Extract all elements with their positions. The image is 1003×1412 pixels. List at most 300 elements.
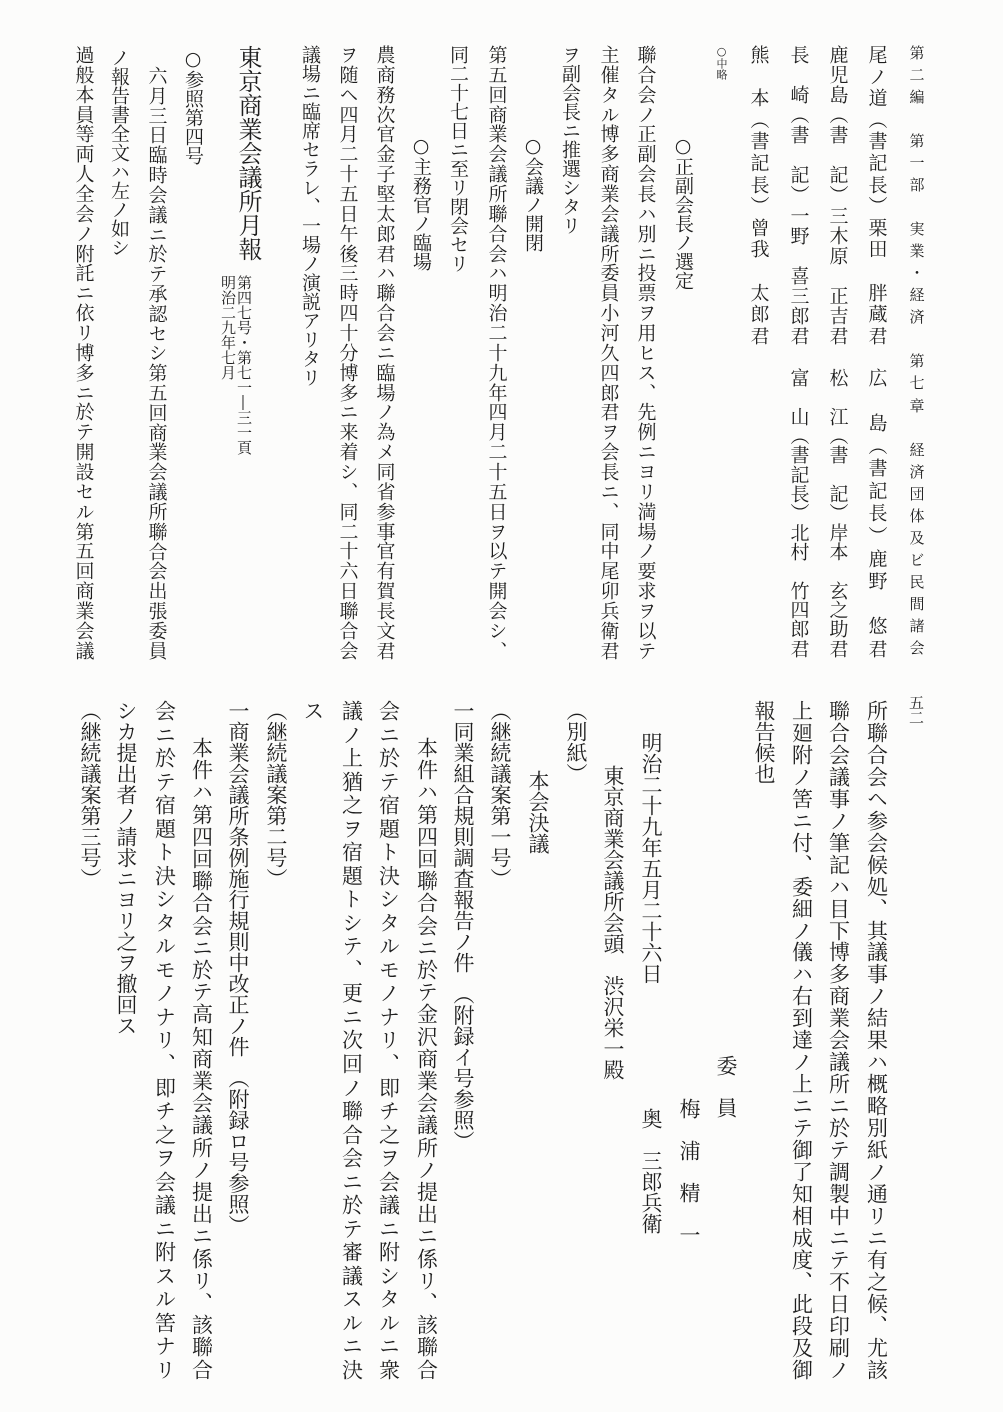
glyph: （ xyxy=(787,426,810,446)
glyph: 会 xyxy=(414,1092,439,1114)
glyph: 君 xyxy=(865,638,888,658)
glyph: 先 xyxy=(634,402,657,422)
glyph: 略 xyxy=(864,1095,889,1117)
glyph: 合 xyxy=(145,541,168,561)
bill-body-line xyxy=(373,700,403,1380)
glyph: 、 xyxy=(864,1314,889,1336)
glyph: 第 xyxy=(414,803,439,825)
report-addressee: 東京商業会議所会頭 渋沢栄一殿 xyxy=(601,765,625,1080)
glyph: 会 xyxy=(373,323,396,343)
glyph: ・ xyxy=(907,265,926,281)
glyph: テ xyxy=(826,1139,851,1161)
glyph: 員 xyxy=(72,104,95,124)
glyph: ナ xyxy=(152,1335,177,1357)
glyph: 議 xyxy=(189,1114,214,1136)
glyph: 聯 xyxy=(826,700,851,721)
glyph: 君 xyxy=(826,325,849,345)
glyph: 宿 xyxy=(339,841,364,863)
glyph: 二 xyxy=(336,521,359,541)
glyph: 不 xyxy=(826,1270,851,1292)
glyph: モ xyxy=(376,958,401,980)
glyph: 多 xyxy=(72,362,95,382)
glyph: （ xyxy=(747,109,770,129)
glyph: 本 xyxy=(747,88,770,108)
glyph: 第 xyxy=(145,363,168,383)
glyph: モ xyxy=(152,958,177,980)
glyph: 道 xyxy=(865,88,888,108)
glyph: 諸 xyxy=(907,617,926,633)
glyph: 聯 xyxy=(373,283,396,303)
glyph: 太 xyxy=(747,282,770,302)
glyph: 以 xyxy=(485,541,508,561)
glyph: 該 xyxy=(189,1314,214,1336)
glyph: 目 xyxy=(826,897,851,919)
glyph: 多 xyxy=(336,382,359,402)
glyph: 玄 xyxy=(826,580,849,600)
glyph: ノ xyxy=(826,809,851,831)
report-line: 報告候也 xyxy=(752,700,776,784)
glyph: 五 xyxy=(72,541,95,561)
glyph: ニ xyxy=(789,1095,814,1117)
glyph: 記 xyxy=(865,480,888,500)
glyph: 太 xyxy=(373,203,396,223)
glyph: 提 xyxy=(414,1181,439,1203)
glyph: 、 xyxy=(634,382,657,402)
glyph: 紙 xyxy=(864,1139,889,1161)
glyph: （ xyxy=(826,105,849,125)
glyph: 於 xyxy=(339,1194,364,1216)
glyph: ス xyxy=(634,362,657,382)
glyph: 提 xyxy=(189,1181,214,1203)
glyph: ニ xyxy=(339,1170,364,1192)
glyph: 金 xyxy=(373,144,396,164)
glyph: 聯 xyxy=(189,870,214,892)
glyph: 審 xyxy=(339,1241,364,1263)
glyph xyxy=(828,387,847,406)
glyph: ニ xyxy=(189,936,214,958)
glyph: 係 xyxy=(189,1247,214,1269)
glyph: 達 xyxy=(789,1029,814,1051)
glyph: 曾 xyxy=(747,217,770,237)
body-line xyxy=(593,45,623,660)
glyph: 島 xyxy=(865,413,888,433)
glyph: 一 xyxy=(907,155,926,171)
glyph: ヲ xyxy=(339,817,364,839)
glyph: ヲ xyxy=(152,1147,177,1169)
committee-member: 梅 浦 精 一 xyxy=(677,1098,701,1245)
glyph: 度 xyxy=(789,1248,814,1270)
glyph: ノ xyxy=(864,1161,889,1183)
glyph: 本 xyxy=(189,737,214,758)
glyph: 書 xyxy=(787,125,810,145)
glyph: 午 xyxy=(336,223,359,243)
glyph: 、 xyxy=(339,958,364,980)
committee-member: 奥 三郎兵衛 xyxy=(639,1108,663,1234)
glyph: 七 xyxy=(907,375,926,391)
glyph: 村 xyxy=(787,542,810,562)
glyph: 通 xyxy=(864,1182,889,1204)
glyph: 治 xyxy=(485,303,508,323)
glyph: ビ xyxy=(907,551,926,567)
omission-mark: ○中略 xyxy=(715,45,728,80)
attendee-entry xyxy=(783,45,813,345)
glyph: 会 xyxy=(907,639,926,655)
glyph: 副 xyxy=(634,144,657,164)
glyph: 書 xyxy=(865,458,888,478)
glyph: ノ xyxy=(373,402,396,422)
glyph: 木 xyxy=(826,225,849,245)
glyph: ノ xyxy=(339,1076,364,1098)
glyph: 御 xyxy=(789,1139,814,1161)
glyph: セ xyxy=(145,323,168,343)
glyph: 十 xyxy=(485,342,508,362)
glyph: 処 xyxy=(864,875,889,897)
glyph: 於 xyxy=(152,747,177,769)
glyph: 議 xyxy=(145,482,168,502)
glyph: 、 xyxy=(376,1052,401,1074)
glyph: 同 xyxy=(597,521,620,541)
glyph: ニ xyxy=(789,809,814,831)
glyph: テ xyxy=(414,981,439,1003)
attendee-entry xyxy=(861,368,891,658)
report-line xyxy=(823,700,853,1380)
glyph: 知 xyxy=(189,1025,214,1047)
glyph: ノ xyxy=(634,541,657,561)
glyph: 月 xyxy=(145,85,168,105)
glyph: ノ xyxy=(865,66,888,86)
glyph: 本 xyxy=(414,737,439,758)
body-line xyxy=(141,66,171,660)
glyph: ル xyxy=(72,501,95,521)
glyph xyxy=(749,261,768,280)
glyph: 賀 xyxy=(373,581,396,601)
glyph: 上 xyxy=(339,747,364,769)
glyph: 全 xyxy=(72,184,95,204)
glyph: ニ xyxy=(414,936,439,958)
glyph: 業 xyxy=(907,243,926,259)
glyph: 於 xyxy=(826,1117,851,1139)
glyph: 会 xyxy=(145,184,168,204)
glyph: 之 xyxy=(864,1270,889,1292)
glyph: 会 xyxy=(414,914,439,936)
glyph: 会 xyxy=(376,700,401,721)
committee-label: 委 員 xyxy=(714,1055,738,1118)
glyph xyxy=(909,420,924,435)
glyph: 九 xyxy=(485,362,508,382)
glyph: 商 xyxy=(597,164,620,184)
glyph: 会 xyxy=(72,620,95,640)
glyph: リ xyxy=(72,323,95,343)
glyph: 同 xyxy=(336,501,359,521)
glyph: タ xyxy=(597,84,620,104)
glyph: 製 xyxy=(826,1182,851,1204)
glyph: 議 xyxy=(339,1264,364,1286)
glyph: 野 xyxy=(865,571,888,591)
glyph: 聯 xyxy=(145,521,168,541)
glyph: 合 xyxy=(634,64,657,84)
glyph: 附 xyxy=(376,1241,401,1263)
glyph: 回 xyxy=(72,561,95,581)
glyph: 日 xyxy=(145,125,168,145)
glyph: 鹿 xyxy=(865,548,888,568)
glyph: ト xyxy=(152,841,177,863)
glyph: 合 xyxy=(485,223,508,243)
glyph: 正 xyxy=(826,285,849,305)
glyph: 儀 xyxy=(789,941,814,963)
glyph xyxy=(789,561,808,580)
glyph: 長 xyxy=(747,174,770,194)
glyph: 議 xyxy=(826,1051,851,1073)
glyph: 体 xyxy=(907,507,926,523)
glyph: ノ xyxy=(72,223,95,243)
glyph: ハ xyxy=(414,781,439,803)
glyph: リ xyxy=(189,1269,214,1291)
glyph: 所 xyxy=(189,1136,214,1158)
lower-block xyxy=(0,680,1003,1412)
glyph: ル xyxy=(597,104,620,124)
glyph: 所 xyxy=(485,184,508,204)
glyph: 託 xyxy=(72,263,95,283)
glyph: ノ xyxy=(189,1158,214,1180)
glyph: 合 xyxy=(336,620,359,640)
glyph: 郎 xyxy=(373,223,396,243)
glyph: 附 xyxy=(789,743,814,765)
glyph xyxy=(909,199,924,214)
glyph: 回 xyxy=(414,848,439,870)
glyph: 、 xyxy=(152,1052,177,1074)
glyph: ヘ xyxy=(336,84,359,104)
glyph: ル xyxy=(152,1288,177,1310)
glyph: 商 xyxy=(189,1047,214,1069)
glyph: 主 xyxy=(597,45,620,64)
glyph: 相 xyxy=(789,1204,814,1226)
glyph: 聯 xyxy=(634,45,657,64)
glyph xyxy=(789,145,808,164)
glyph: ノ xyxy=(152,982,177,1004)
glyph: 務 xyxy=(373,84,396,104)
glyph: 業 xyxy=(826,1007,851,1029)
glyph: 、 xyxy=(414,1292,439,1314)
glyph: ル xyxy=(376,1311,401,1333)
glyph: 業 xyxy=(145,442,168,462)
glyph: 会 xyxy=(634,164,657,184)
glyph: 兵 xyxy=(597,601,620,621)
glyph: 長 xyxy=(865,174,888,194)
glyph: ニ xyxy=(414,1225,439,1247)
glyph: 決 xyxy=(152,864,177,886)
glyph: テ xyxy=(789,1117,814,1139)
glyph: 会 xyxy=(597,442,620,462)
body-line xyxy=(481,45,511,660)
glyph: 承 xyxy=(145,283,168,303)
glyph: 委 xyxy=(597,263,620,283)
bill-body-line xyxy=(186,737,216,1380)
glyph: 為 xyxy=(373,422,396,442)
glyph: 会 xyxy=(485,601,508,621)
glyph: ヲ xyxy=(634,303,657,323)
glyph: 以 xyxy=(634,620,657,640)
glyph: ニ xyxy=(826,1226,851,1248)
glyph: 題 xyxy=(152,817,177,839)
glyph: 合 xyxy=(414,1358,439,1380)
glyph: 衛 xyxy=(597,620,620,640)
glyph: 票 xyxy=(634,283,657,303)
glyph: 四 xyxy=(485,402,508,422)
glyph: ） xyxy=(865,526,888,546)
glyph: 業 xyxy=(189,1070,214,1092)
glyph: 久 xyxy=(597,342,620,362)
glyph: 決 xyxy=(376,864,401,886)
glyph: 求 xyxy=(634,581,657,601)
glyph: 記 xyxy=(747,153,770,173)
glyph: ニ xyxy=(145,224,168,244)
attendee-entry xyxy=(861,45,891,345)
glyph: 宿 xyxy=(376,794,401,816)
glyph: 合 xyxy=(864,743,889,765)
glyph: 委 xyxy=(789,875,814,897)
glyph: 会 xyxy=(189,1092,214,1114)
glyph: ） xyxy=(747,196,770,216)
glyph: 等 xyxy=(72,124,95,144)
glyph: 議 xyxy=(864,941,889,963)
glyph: 例 xyxy=(634,422,657,442)
section-heading: ○主務官ノ臨場 xyxy=(410,135,432,271)
glyph: 第 xyxy=(907,353,926,369)
attendee-entry xyxy=(822,368,852,658)
glyph: ル xyxy=(152,935,177,957)
glyph: 月 xyxy=(485,422,508,442)
glyph: ノ xyxy=(789,1051,814,1073)
glyph: 編 xyxy=(907,89,926,105)
glyph: 会 xyxy=(826,743,851,765)
glyph: 果 xyxy=(864,1029,889,1051)
glyph: シ xyxy=(485,620,508,640)
glyph: 中 xyxy=(597,541,620,561)
glyph: 北 xyxy=(787,522,810,542)
glyph: （ xyxy=(865,109,888,129)
glyph: 満 xyxy=(634,501,657,521)
glyph: ニ xyxy=(376,723,401,745)
report-line xyxy=(861,700,891,1380)
glyph: 済 xyxy=(907,309,926,325)
glyph: テ xyxy=(339,1217,364,1239)
glyph: 別 xyxy=(634,223,657,243)
glyph: 場 xyxy=(373,382,396,402)
glyph: 用 xyxy=(634,323,657,343)
glyph: 栗 xyxy=(865,217,888,237)
glyph: 四 xyxy=(336,303,359,323)
glyph: ニ xyxy=(597,481,620,501)
glyph: 於 xyxy=(72,402,95,422)
glyph: 書 xyxy=(747,131,770,151)
glyph: 会 xyxy=(864,765,889,787)
glyph: ヲ xyxy=(376,1147,401,1169)
glyph: 四 xyxy=(597,362,620,382)
glyph: 熊 xyxy=(747,45,770,64)
glyph: 年 xyxy=(485,382,508,402)
glyph: ） xyxy=(826,185,849,205)
glyph: リ xyxy=(864,1204,889,1226)
glyph: 臨 xyxy=(145,145,168,165)
attachment-label: （別紙） xyxy=(564,700,588,784)
glyph: 日 xyxy=(485,501,508,521)
report-line xyxy=(68,45,98,660)
glyph: 竹 xyxy=(787,580,810,600)
glyph: ヲ xyxy=(634,601,657,621)
glyph: 結 xyxy=(864,1007,889,1029)
glyph: 郎 xyxy=(747,304,770,324)
glyph: シ xyxy=(339,911,364,933)
glyph: 君 xyxy=(373,243,396,263)
glyph: 書 xyxy=(826,125,849,145)
upper-block xyxy=(0,0,1003,680)
glyph: ニ xyxy=(373,342,396,362)
glyph: （ xyxy=(787,105,810,125)
glyph: 決 xyxy=(339,1358,364,1380)
glyph: 会 xyxy=(145,462,168,482)
glyph: 聯 xyxy=(189,1336,214,1358)
body-line: 同二十七日ニ至リ閉会セリ xyxy=(447,45,469,273)
bill-subject: 一商業会議所条例施行規則中改正ノ件 （附録ロ号参照） xyxy=(226,700,250,1236)
glyph: 成 xyxy=(789,1226,814,1248)
glyph: 別 xyxy=(864,1117,889,1139)
glyph xyxy=(749,67,768,86)
attendee-entry xyxy=(783,368,813,658)
glyph: 君 xyxy=(597,640,620,660)
glyph: 業 xyxy=(414,1070,439,1092)
glyph: 富 xyxy=(787,368,810,387)
glyph: テ xyxy=(145,264,168,284)
report-line xyxy=(786,700,816,1380)
glyph: 到 xyxy=(789,1007,814,1029)
glyph: 河 xyxy=(597,323,620,343)
glyph: ハ xyxy=(634,203,657,223)
glyph: ノ xyxy=(339,723,364,745)
glyph: 了 xyxy=(789,1161,814,1183)
glyph: 会 xyxy=(864,831,889,853)
glyph: 及 xyxy=(789,1336,814,1358)
glyph: リ xyxy=(152,1029,177,1051)
glyph: シ xyxy=(336,462,359,482)
glyph: 所 xyxy=(145,501,168,521)
glyph: 商 xyxy=(72,581,95,601)
glyph: 書 xyxy=(865,131,888,151)
glyph: 会 xyxy=(485,144,508,164)
glyph: 於 xyxy=(376,747,401,769)
glyph: 君 xyxy=(787,638,810,658)
glyph: ヘ xyxy=(864,787,889,809)
glyph: 調 xyxy=(826,1161,851,1183)
glyph: 卯 xyxy=(597,581,620,601)
glyph: 江 xyxy=(826,406,849,426)
glyph: 於 xyxy=(145,244,168,264)
glyph: 会 xyxy=(597,203,620,223)
glyph: 松 xyxy=(826,368,849,387)
glyph: 君 xyxy=(597,402,620,422)
glyph: テ xyxy=(376,770,401,792)
glyph: 小 xyxy=(597,303,620,323)
glyph: 其 xyxy=(864,919,889,941)
glyph: 会 xyxy=(145,561,168,581)
glyph xyxy=(789,246,808,265)
glyph: 之 xyxy=(152,1123,177,1145)
glyph: 般 xyxy=(72,64,95,84)
glyph: 会 xyxy=(826,1029,851,1051)
glyph: 出 xyxy=(414,1203,439,1225)
glyph: ハ xyxy=(864,1051,889,1073)
glyph: ノ xyxy=(634,104,657,124)
glyph: 第 xyxy=(907,133,926,149)
